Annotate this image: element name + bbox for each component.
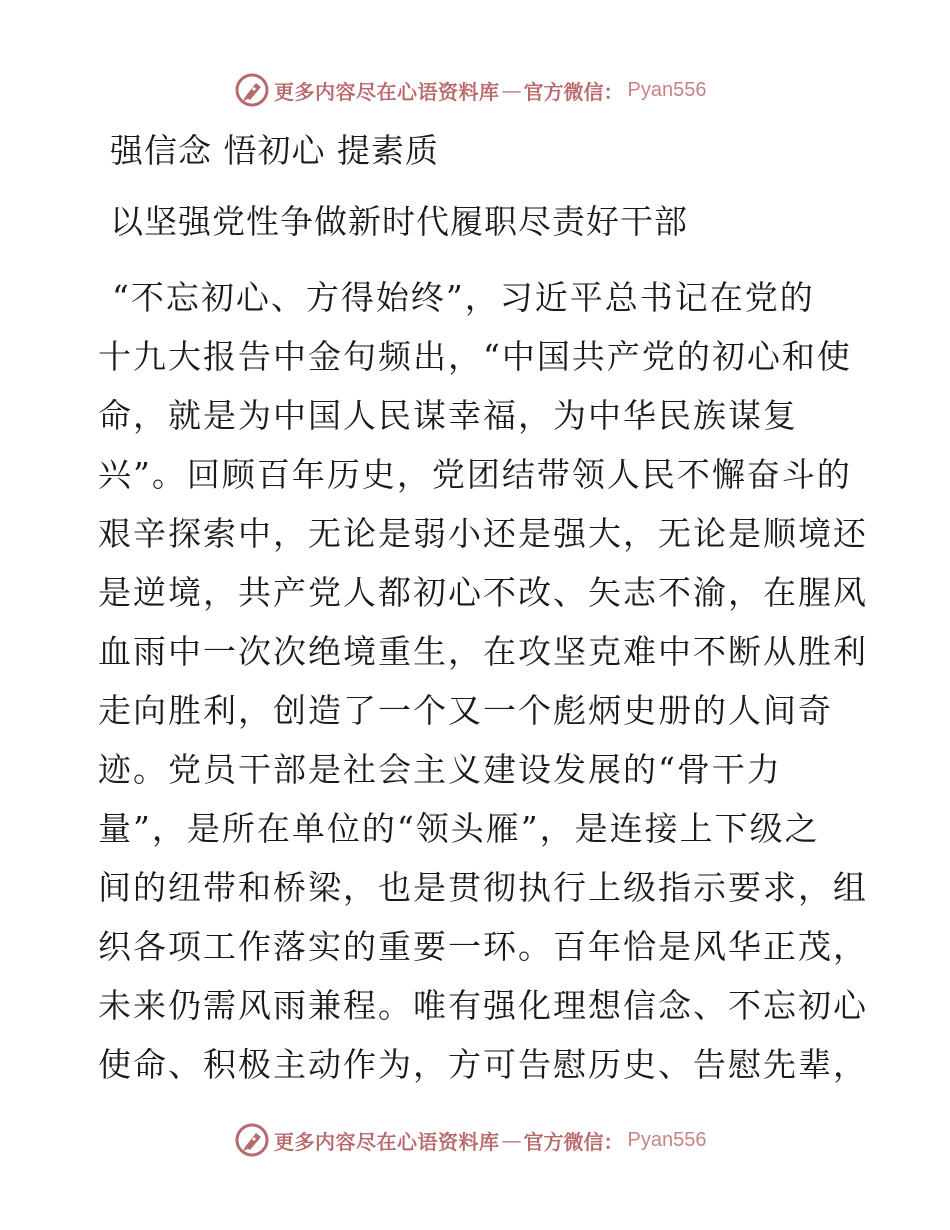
body-line: “不忘初心、方得始终”，习近平总书记在党的 bbox=[112, 278, 815, 317]
footer-watermark-banner bbox=[234, 1120, 706, 1160]
pen-nib-logo-icon bbox=[234, 72, 270, 108]
document-title: 强信念 悟初心 提素质 bbox=[110, 131, 439, 170]
body-line: 走向胜利，创造了一个又一个彪炳史册的人间奇 bbox=[98, 691, 833, 730]
banner-wechat-label: 官方微信： bbox=[523, 1129, 624, 1154]
body-paragraph bbox=[98, 268, 868, 1094]
body-line: 十九大报告中金句频出，“中国共产党的初心和使 bbox=[98, 337, 852, 376]
body-line: 命，就是为中国人民谋幸福，为中华民族谋复 bbox=[98, 396, 798, 435]
banner-wechat-label: 官方微信： bbox=[523, 79, 624, 104]
body-line: 间的纽带和桥梁，也是贯彻执行上级指示要求，组 bbox=[98, 868, 868, 907]
document-subtitle: 以坚强党性争做新时代履职尽责好干部 bbox=[110, 202, 688, 241]
banner-separator: — bbox=[501, 78, 522, 102]
body-line: 量”，是所在单位的“领头雁”，是连接上下级之 bbox=[98, 809, 820, 848]
header-watermark-banner bbox=[234, 70, 706, 110]
body-line: 迹。党员干部是社会主义建设发展的“骨干力 bbox=[98, 750, 782, 789]
banner-wechat-id: Pyan556 bbox=[627, 1128, 707, 1151]
body-line: 艰辛探索中，无论是弱小还是强大，无论是顺境还 bbox=[98, 514, 868, 553]
banner-main-text: 更多内容尽在心语资料库 bbox=[274, 79, 500, 104]
body-line: 使命、积极主动作为，方可告慰历史、告慰先辈， bbox=[98, 1045, 868, 1084]
banner-separator: — bbox=[501, 1128, 522, 1152]
body-line: 血雨中一次次绝境重生，在攻坚克难中不断从胜利 bbox=[98, 632, 868, 671]
body-line: 织各项工作落实的重要一环。百年恰是风华正茂， bbox=[98, 927, 868, 966]
body-line: 是逆境，共产党人都初心不改、矢志不渝，在腥风 bbox=[98, 573, 868, 612]
body-line: 兴”。回顾百年历史，党团结带领人民不懈奋斗的 bbox=[98, 455, 852, 494]
body-line: 未来仍需风雨兼程。唯有强化理想信念、不忘初心 bbox=[98, 986, 868, 1025]
banner-wechat-id: Pyan556 bbox=[627, 78, 707, 101]
banner-main-text: 更多内容尽在心语资料库 bbox=[274, 1129, 500, 1154]
pen-nib-logo-icon bbox=[234, 1122, 270, 1158]
